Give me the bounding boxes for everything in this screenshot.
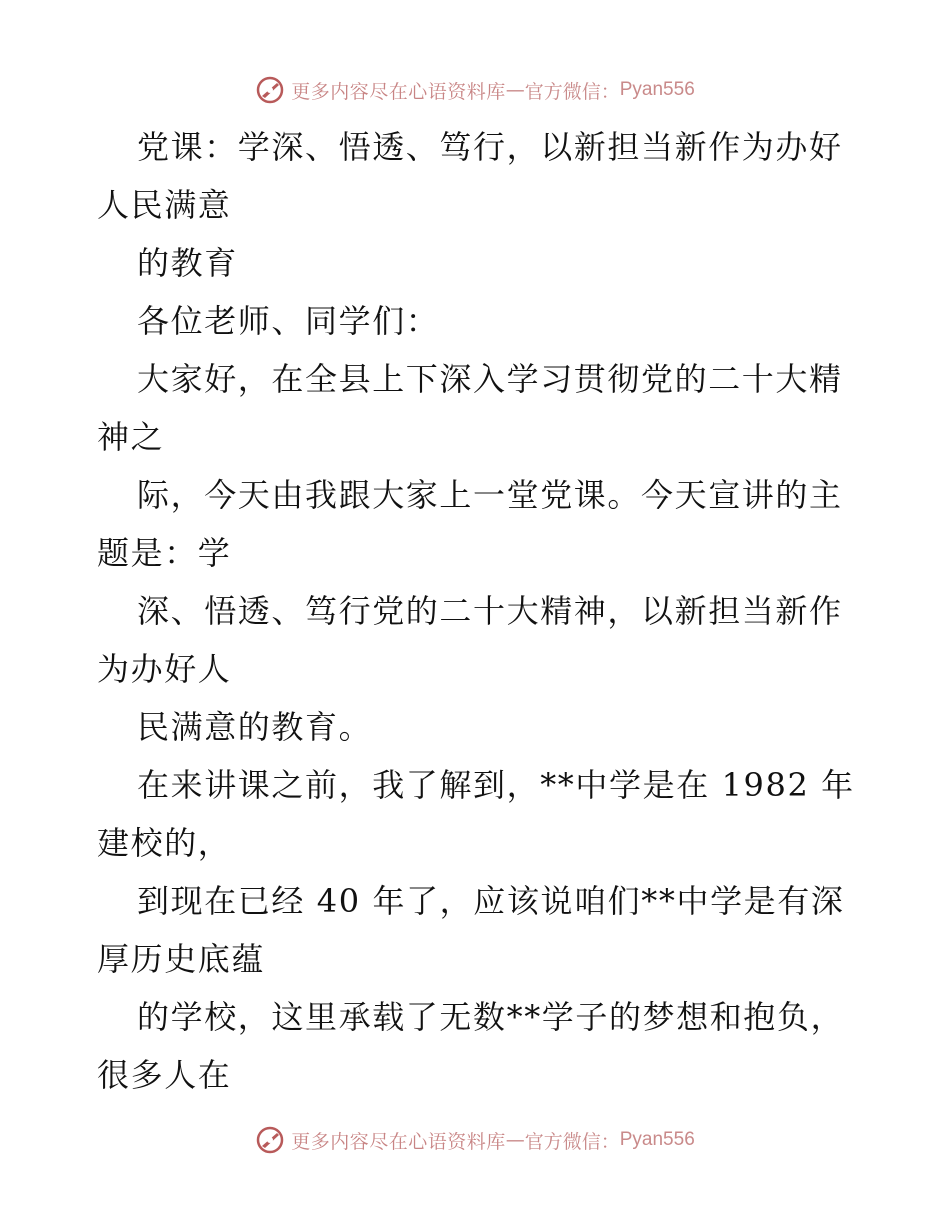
- text-line: 大家好，在全县上下深入学习贯彻党的二十大精: [137, 360, 843, 398]
- text-line: 建校的，: [97, 824, 232, 862]
- document-body: [97, 118, 857, 1104]
- text-line: 在来讲课之前，我了解到，**中学是在 1982 年: [137, 766, 855, 804]
- watermark-label: 官方微信：: [524, 1130, 620, 1153]
- watermark-separator: —: [505, 1129, 525, 1151]
- text-line: 各位老师、同学们：: [137, 302, 440, 340]
- text-line: 际，今天由我跟大家上一堂党课。今天宣讲的主: [137, 476, 843, 514]
- watermark-label: 官方微信：: [524, 80, 620, 103]
- text-line: 题是：学: [97, 534, 232, 572]
- text-line: 到现在已经 40 年了，应该说咱们**中学是有深: [137, 882, 845, 920]
- text-line: 民满意的教育。: [137, 708, 373, 746]
- watermark-footer: [0, 1120, 950, 1160]
- watermark-id: Pyan556: [619, 79, 695, 100]
- text-line: 的教育: [137, 244, 238, 282]
- brand-logo-icon: [255, 75, 285, 105]
- text-line: 厚历史底蕴: [97, 940, 266, 978]
- watermark-header: [0, 70, 950, 110]
- text-line: 深、悟透、笃行党的二十大精神，以新担当新作: [137, 592, 843, 630]
- brand-logo-icon: [255, 1125, 285, 1155]
- watermark-brand: 更多内容尽在心语资料库: [291, 80, 506, 103]
- text-line: 很多人在: [97, 1056, 232, 1094]
- watermark-brand: 更多内容尽在心语资料库: [291, 1130, 506, 1153]
- text-line: 党课：学深、悟透、笃行，以新担当新作为办好: [137, 128, 843, 166]
- text-line: 为办好人: [97, 650, 232, 688]
- watermark-separator: —: [505, 79, 525, 101]
- text-line: 人民满意: [97, 186, 232, 224]
- watermark-id: Pyan556: [619, 1129, 695, 1150]
- text-line: 神之: [97, 418, 165, 456]
- text-line: 的学校，这里承载了无数**学子的梦想和抱负，: [137, 998, 845, 1036]
